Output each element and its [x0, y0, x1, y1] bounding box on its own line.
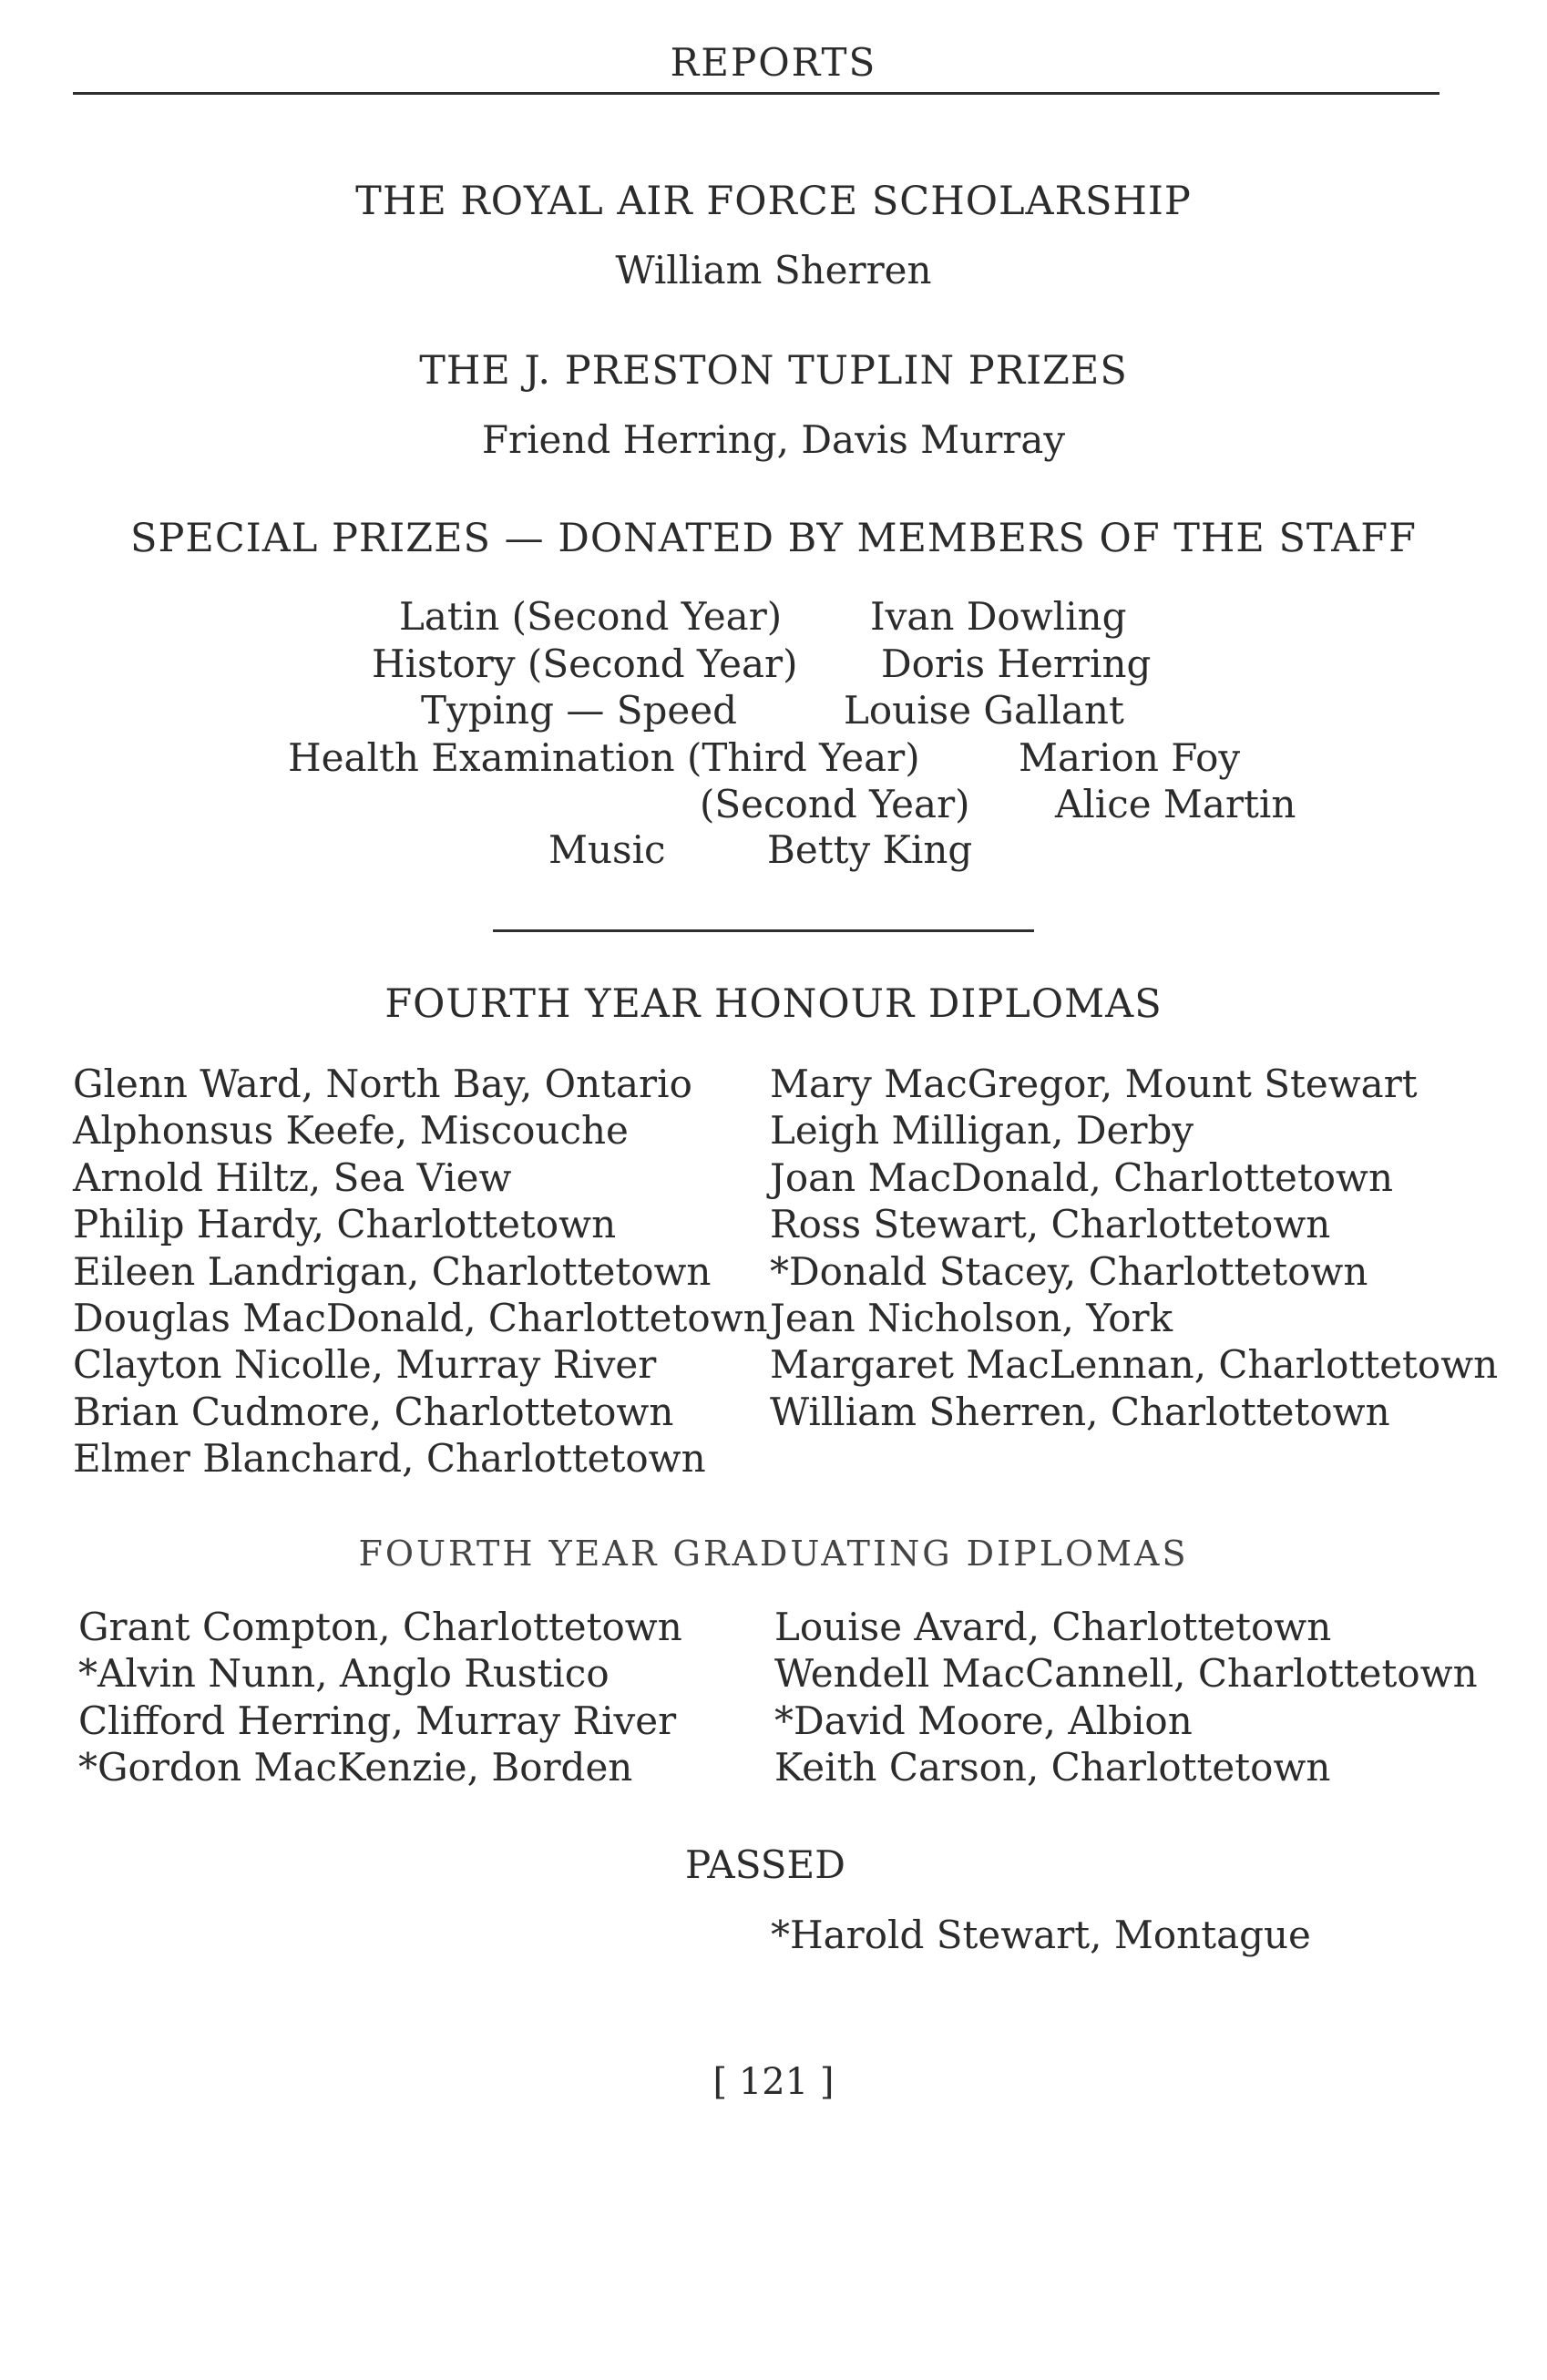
- special-prize-subject: Health Examination (Third Year): [288, 735, 920, 780]
- list-item: Philip Hardy, Charlottetown: [73, 1202, 617, 1247]
- list-item: Clifford Herring, Murray River: [78, 1698, 677, 1743]
- list-item: Clayton Nicolle, Murray River: [73, 1342, 657, 1388]
- special-prize-winner: Doris Herring: [881, 641, 1152, 686]
- page-number: [ 121 ]: [712, 2061, 835, 2103]
- list-item: Brian Cudmore, Charlottetown: [73, 1389, 674, 1434]
- list-item: Margaret MacLennan, Charlottetown: [770, 1342, 1499, 1388]
- list-item: Douglas MacDonald, Charlottetown: [73, 1295, 768, 1340]
- honour-diplomas-right-column: [770, 1061, 1498, 1435]
- list-item: Arnold Hiltz, Sea View: [73, 1154, 512, 1200]
- honour-diplomas-left-column: [73, 1061, 768, 1482]
- special-prize-winner: Louise Gallant: [844, 688, 1124, 733]
- list-item: Alphonsus Keefe, Miscouche: [73, 1108, 629, 1154]
- graduating-diplomas-left-column: [78, 1604, 682, 1791]
- special-prize-winner: Betty King: [767, 827, 973, 872]
- list-item: Keith Carson, Charlottetown: [774, 1745, 1331, 1790]
- list-item: William Sherren, Charlottetown: [770, 1389, 1390, 1434]
- list-item: *David Moore, Albion: [774, 1698, 1193, 1743]
- special-prize-winner: Marion Foy: [1019, 735, 1241, 780]
- tuplin-prizes-heading: THE J. PRESTON TUPLIN PRIZES: [419, 348, 1128, 394]
- list-item: *Alvin Nunn, Anglo Rustico: [78, 1651, 610, 1697]
- honour-diplomas-heading: FOURTH YEAR HONOUR DIPLOMAS: [384, 981, 1163, 1027]
- passed-heading: PASSED: [685, 1842, 845, 1887]
- list-item: Jean Nicholson, York: [770, 1295, 1173, 1340]
- special-prize-subject: (Second Year): [700, 782, 970, 826]
- special-prize-subject: Latin (Second Year): [399, 594, 783, 639]
- list-item: Wendell MacCannell, Charlottetown: [774, 1651, 1478, 1697]
- list-item: Eileen Landrigan, Charlottetown: [73, 1248, 712, 1294]
- special-prize-subject: History (Second Year): [372, 641, 798, 686]
- special-prizes-heading: SPECIAL PRIZES — DONATED BY MEMBERS OF THE STAFF: [130, 516, 1417, 561]
- special-prize-subject: Music: [548, 827, 666, 872]
- raf-scholarship-heading: THE ROYAL AIR FORCE SCHOLARSHIP: [355, 179, 1192, 224]
- running-head: REPORTS: [670, 40, 877, 85]
- list-item: *Donald Stacey, Charlottetown: [770, 1248, 1368, 1294]
- list-item: Leigh Milligan, Derby: [770, 1108, 1194, 1154]
- passed-name: *Harold Stewart, Montague: [771, 1913, 1311, 1957]
- graduating-diplomas-right-column: [774, 1604, 1478, 1791]
- special-prize-winner: Alice Martin: [1055, 782, 1296, 826]
- graduating-diplomas-heading: FOURTH YEAR GRADUATING DIPLOMAS: [358, 1534, 1189, 1574]
- list-item: Grant Compton, Charlottetown: [78, 1605, 682, 1649]
- special-prize-subject: Typing — Speed: [421, 688, 737, 733]
- list-item: Mary MacGregor, Mount Stewart: [770, 1062, 1418, 1106]
- list-item: Louise Avard, Charlottetown: [774, 1605, 1332, 1649]
- header-rule: [73, 92, 1439, 95]
- section-divider: [493, 929, 1034, 932]
- raf-scholarship-winner: William Sherren: [615, 248, 932, 292]
- list-item: Ross Stewart, Charlottetown: [770, 1202, 1331, 1247]
- special-prize-winner: Ivan Dowling: [870, 594, 1127, 639]
- list-item: Glenn Ward, North Bay, Ontario: [73, 1062, 692, 1106]
- list-item: *Gordon MacKenzie, Borden: [78, 1745, 633, 1790]
- list-item: Elmer Blanchard, Charlottetown: [73, 1436, 706, 1482]
- tuplin-prizes-winners: Friend Herring, Davis Murray: [481, 417, 1066, 462]
- list-item: Joan MacDonald, Charlottetown: [770, 1154, 1393, 1200]
